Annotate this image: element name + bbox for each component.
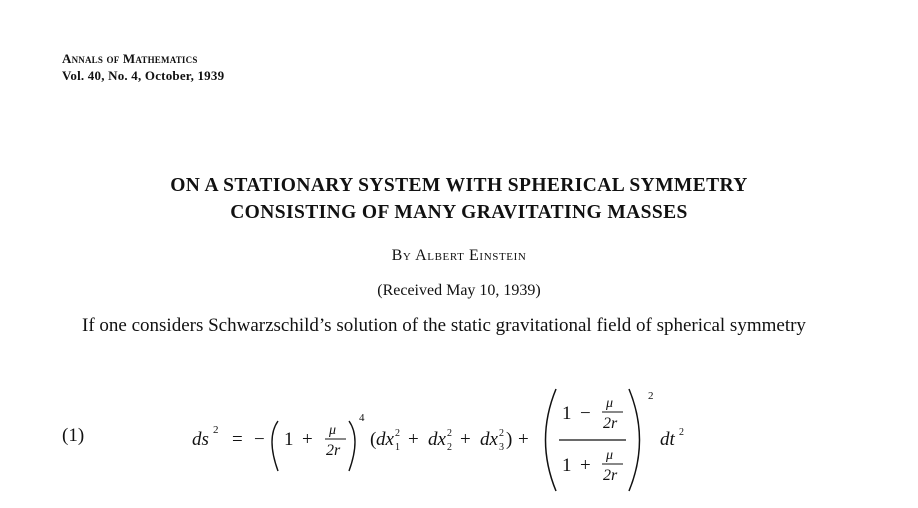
eq-paren-close-2: ) xyxy=(506,429,513,450)
eq-equals: = xyxy=(232,429,243,450)
eq-mu-2: μ xyxy=(606,396,614,411)
received-date: (Received May 10, 1939) xyxy=(377,282,541,299)
title-line-1: ON A STATIONARY SYSTEM WITH SPHERICAL SYMMETRY xyxy=(170,175,748,196)
eq-dx1-exp: 2 xyxy=(395,428,400,439)
eq-lhs: ds xyxy=(192,429,209,450)
eq-minus-2: − xyxy=(580,403,591,424)
eq-one-1: 1 xyxy=(284,429,294,450)
eq-paren-close-3 xyxy=(629,389,640,491)
title-line-2: CONSISTING OF MANY GRAVITATING MASSES xyxy=(230,202,688,223)
eq-plus-3: + xyxy=(460,429,471,450)
eq-dx3-exp: 2 xyxy=(499,428,504,439)
eq-dt-exp: 2 xyxy=(679,427,684,438)
eq-paren-close-1 xyxy=(349,421,355,471)
eq-plus-4: + xyxy=(518,429,529,450)
equation-1 xyxy=(192,385,792,495)
eq-plus-2: + xyxy=(408,429,419,450)
equation-number: (1) xyxy=(62,425,85,446)
author-byline: By Albert Einstein xyxy=(391,247,527,264)
eq-dx2: dx xyxy=(428,429,446,450)
eq-dx3-sub: 3 xyxy=(499,442,504,453)
eq-2r-3: 2r xyxy=(603,467,618,484)
journal-name: Annals of Mathematics xyxy=(62,51,198,66)
eq-mu-1: μ xyxy=(329,423,337,438)
eq-dx1: dx xyxy=(376,429,394,450)
eq-paren-open-1 xyxy=(272,421,278,471)
eq-dx3: dx xyxy=(480,429,498,450)
eq-lhs-exp: 2 xyxy=(213,424,219,436)
intro-paragraph xyxy=(62,313,892,338)
eq-paren-open-2: ( xyxy=(370,429,377,450)
eq-dt: dt xyxy=(660,429,675,450)
eq-exp-2: 2 xyxy=(648,390,654,402)
eq-plus-1: + xyxy=(302,429,313,450)
eq-plus-5: + xyxy=(580,455,591,476)
eq-one-3: 1 xyxy=(562,455,572,476)
equation-svg xyxy=(192,385,792,495)
eq-one-2: 1 xyxy=(562,403,572,424)
eq-2r-1: 2r xyxy=(326,442,341,459)
eq-exp-4: 4 xyxy=(359,412,365,424)
eq-dx2-exp: 2 xyxy=(447,428,452,439)
eq-paren-open-3 xyxy=(546,389,557,491)
journal-volume: Vol. 40, No. 4, October, 1939 xyxy=(62,68,225,83)
paper-title xyxy=(0,172,918,226)
eq-2r-2: 2r xyxy=(603,415,618,432)
journal-header xyxy=(62,50,224,84)
eq-minus-1: − xyxy=(254,429,265,450)
eq-dx2-sub: 2 xyxy=(447,442,452,453)
eq-dx1-sub: 1 xyxy=(395,442,400,453)
intro-text: If one considers Schwarzschild’s solution of the static gravitational field of spherical symmetry xyxy=(82,315,806,336)
eq-mu-3: μ xyxy=(606,448,614,463)
